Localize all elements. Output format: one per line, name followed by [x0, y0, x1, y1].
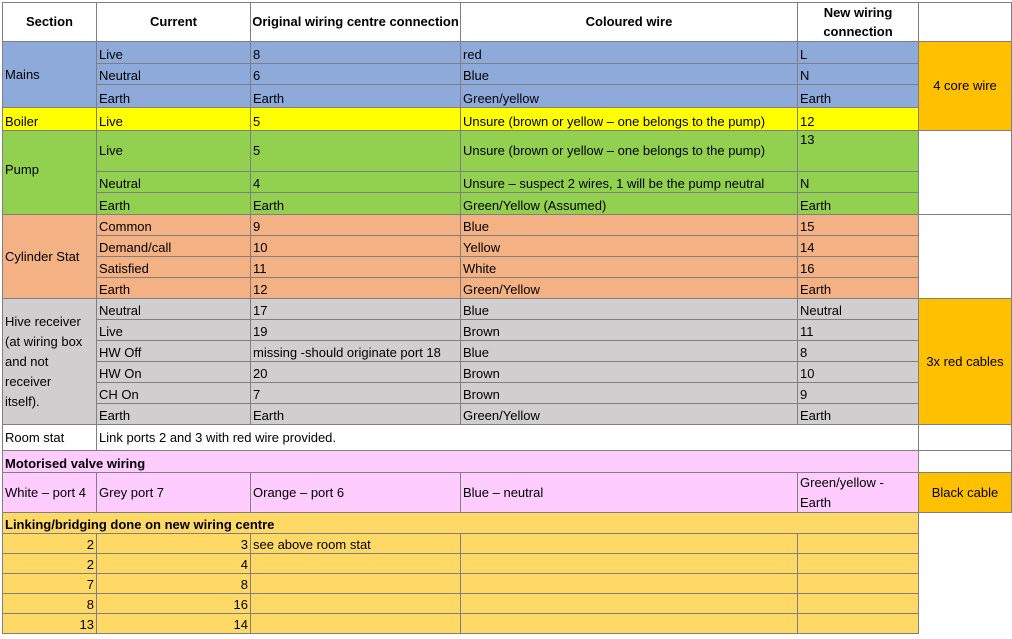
cell-current[interactable]: Live	[97, 42, 251, 64]
cell-coloured[interactable]: Unsure (brown or yellow – one belongs to the pump)	[461, 108, 798, 131]
blank-cell[interactable]	[919, 131, 1012, 215]
cell-new[interactable]: Earth	[798, 278, 919, 299]
link-from-cell[interactable]: 2	[2, 554, 97, 574]
cell-current[interactable]: Neutral	[97, 299, 251, 320]
cell-current[interactable]: CH On	[97, 383, 251, 404]
motorised-valve-title[interactable]: Motorised valve wiring	[2, 451, 919, 473]
cell-original[interactable]: 8	[251, 42, 461, 64]
empty-cell[interactable]	[798, 614, 919, 634]
cell-original[interactable]: Earth	[251, 85, 461, 108]
cell-original[interactable]: 12	[251, 278, 461, 299]
cell-new[interactable]: 15	[798, 215, 919, 236]
cell-coloured[interactable]: Green/Yellow	[461, 404, 798, 425]
cell-new[interactable]: 8	[798, 341, 919, 362]
motorised-new-line2: Earth	[800, 494, 832, 510]
header-original[interactable]: Original wiring centre connection	[251, 2, 461, 42]
cell-new[interactable]: 16	[798, 257, 919, 278]
cell-coloured[interactable]: Brown	[461, 320, 798, 341]
cell-new[interactable]: Earth	[798, 85, 919, 108]
empty-cell[interactable]	[798, 554, 919, 574]
cell-new[interactable]: N	[798, 64, 919, 85]
cell-original[interactable]: 17	[251, 299, 461, 320]
note-four-core-wire[interactable]: 4 core wire	[919, 42, 1012, 131]
cell-original[interactable]: 7	[251, 383, 461, 404]
empty-cell[interactable]	[798, 534, 919, 554]
cell-coloured[interactable]: Unsure – suspect 2 wires, 1 will be the pump neutral	[461, 172, 798, 193]
cell-original[interactable]: 5	[251, 131, 461, 172]
section-pump-label: Pump	[5, 161, 39, 177]
cell-original[interactable]: missing -should originate port 18	[251, 341, 461, 362]
hive-label-line: and not	[5, 353, 49, 369]
cell-new[interactable]: Earth	[798, 193, 919, 215]
hive-label-line: Hive receiver	[5, 313, 81, 329]
cell-original[interactable]: 6	[251, 64, 461, 85]
link-to-cell[interactable]: 3	[97, 534, 251, 554]
empty-cell[interactable]	[798, 594, 919, 614]
blank-cell[interactable]	[919, 451, 1012, 473]
cell-coloured[interactable]: Brown	[461, 362, 798, 383]
blank-cell[interactable]	[919, 215, 1012, 299]
cell-coloured[interactable]: Blue	[461, 64, 798, 85]
cell-current[interactable]: HW Off	[97, 341, 251, 362]
cell-coloured[interactable]: red	[461, 42, 798, 64]
link-from-cell[interactable]: 2	[2, 534, 97, 554]
cell-original[interactable]: 9	[251, 215, 461, 236]
cell-new[interactable]: Earth	[798, 404, 919, 425]
empty-cell[interactable]	[461, 574, 798, 594]
cell-current[interactable]: Live	[97, 320, 251, 341]
cell-new[interactable]: 9	[798, 383, 919, 404]
note-three-red-cables[interactable]: 3x red cables	[919, 299, 1012, 425]
cell-current[interactable]: Live	[97, 108, 251, 131]
room-stat-instruction[interactable]: Link ports 2 and 3 with red wire provided.	[97, 425, 919, 451]
cell-original[interactable]: 4	[251, 172, 461, 193]
motorised-original-cell[interactable]: Orange – port 6	[251, 473, 461, 513]
cell-current[interactable]: Neutral	[97, 64, 251, 85]
header-new-line1: New wiring	[823, 5, 893, 20]
empty-cell[interactable]	[461, 614, 798, 634]
link-note-cell[interactable]	[251, 614, 461, 634]
link-note-cell[interactable]	[251, 574, 461, 594]
cell-original[interactable]: 20	[251, 362, 461, 383]
cell-original[interactable]: Earth	[251, 193, 461, 215]
section-pump[interactable]	[2, 131, 97, 215]
empty-cell[interactable]	[798, 574, 919, 594]
cell-current[interactable]: HW On	[97, 362, 251, 383]
note-black-cable[interactable]: Black cable	[919, 473, 1012, 513]
header-section[interactable]: Section	[2, 2, 97, 42]
cell-new[interactable]: 12	[798, 108, 919, 131]
cell-coloured[interactable]: Green/yellow	[461, 85, 798, 108]
cell-original[interactable]: 19	[251, 320, 461, 341]
motorised-section-cell[interactable]: White – port 4	[2, 473, 97, 513]
cell-new[interactable]: 11	[798, 320, 919, 341]
cell-new[interactable]: L	[798, 42, 919, 64]
empty-cell[interactable]	[461, 594, 798, 614]
hive-label-line: (at wiring box	[5, 333, 83, 349]
link-note-cell[interactable]: see above room stat	[251, 534, 461, 554]
motorised-current-cell[interactable]: Grey port 7	[97, 473, 251, 513]
cell-current[interactable]: Earth	[97, 193, 251, 215]
cell-coloured[interactable]: Blue	[461, 299, 798, 320]
link-to-cell[interactable]: 16	[97, 594, 251, 614]
cell-coloured[interactable]: Green/Yellow	[461, 278, 798, 299]
section-boiler[interactable]: Boiler	[2, 108, 97, 131]
cell-coloured[interactable]: Blue	[461, 215, 798, 236]
section-cylinder-stat[interactable]: Cylinder Stat	[2, 215, 97, 299]
link-from-cell[interactable]: 7	[2, 574, 97, 594]
cell-original[interactable]: Earth	[251, 404, 461, 425]
cell-current[interactable]: Earth	[97, 278, 251, 299]
section-room-stat[interactable]: Room stat	[2, 425, 97, 451]
link-to-cell[interactable]: 14	[97, 614, 251, 634]
cell-current[interactable]: Earth	[97, 85, 251, 108]
header-new-connection[interactable]	[798, 2, 919, 42]
link-to-cell[interactable]: 4	[97, 554, 251, 574]
cell-current[interactable]: Common	[97, 215, 251, 236]
link-from-cell[interactable]: 8	[2, 594, 97, 614]
cell-current[interactable]: Satisfied	[97, 257, 251, 278]
cell-new[interactable]: N	[798, 172, 919, 193]
cell-coloured[interactable]: Green/Yellow (Assumed)	[461, 193, 798, 215]
cell-coloured[interactable]: Blue	[461, 341, 798, 362]
cell-current[interactable]: Earth	[97, 404, 251, 425]
link-to-cell[interactable]: 8	[97, 574, 251, 594]
cell-current[interactable]: Neutral	[97, 172, 251, 193]
empty-cell[interactable]	[461, 554, 798, 574]
cell-new[interactable]: 13	[798, 131, 919, 172]
link-note-cell[interactable]	[251, 594, 461, 614]
cell-current[interactable]: Live	[97, 131, 251, 172]
cell-new[interactable]: 10	[798, 362, 919, 383]
motorised-coloured-cell[interactable]: Blue – neutral	[461, 473, 798, 513]
cell-original[interactable]: 10	[251, 236, 461, 257]
link-from-cell[interactable]: 13	[2, 614, 97, 634]
header-coloured[interactable]: Coloured wire	[461, 2, 798, 42]
cell-coloured[interactable]: Yellow	[461, 236, 798, 257]
cell-coloured[interactable]: White	[461, 257, 798, 278]
empty-cell[interactable]	[461, 534, 798, 554]
cell-original[interactable]: 5	[251, 108, 461, 131]
link-note-cell[interactable]	[251, 554, 461, 574]
cell-current[interactable]: Demand/call	[97, 236, 251, 257]
cell-coloured[interactable]: Brown	[461, 383, 798, 404]
hive-label-line: receiver	[5, 373, 52, 389]
cell-new[interactable]: 14	[798, 236, 919, 257]
blank-cell[interactable]	[919, 2, 1012, 42]
motorised-new-line1: Green/yellow -	[800, 474, 884, 490]
section-hive-receiver[interactable]	[2, 299, 97, 425]
header-new-line2: connection	[823, 24, 893, 39]
blank-cell[interactable]	[919, 425, 1012, 451]
motorised-new-cell[interactable]	[798, 473, 919, 513]
header-current[interactable]: Current	[97, 2, 251, 42]
hive-label-line: itself).	[5, 393, 40, 409]
linking-title[interactable]: Linking/bridging done on new wiring centre	[2, 513, 919, 534]
cell-original[interactable]: 11	[251, 257, 461, 278]
section-mains[interactable]: Mains	[2, 42, 97, 108]
cell-coloured[interactable]: Unsure (brown or yellow – one belongs to the pump)	[461, 131, 798, 172]
cell-new[interactable]: Neutral	[798, 299, 919, 320]
